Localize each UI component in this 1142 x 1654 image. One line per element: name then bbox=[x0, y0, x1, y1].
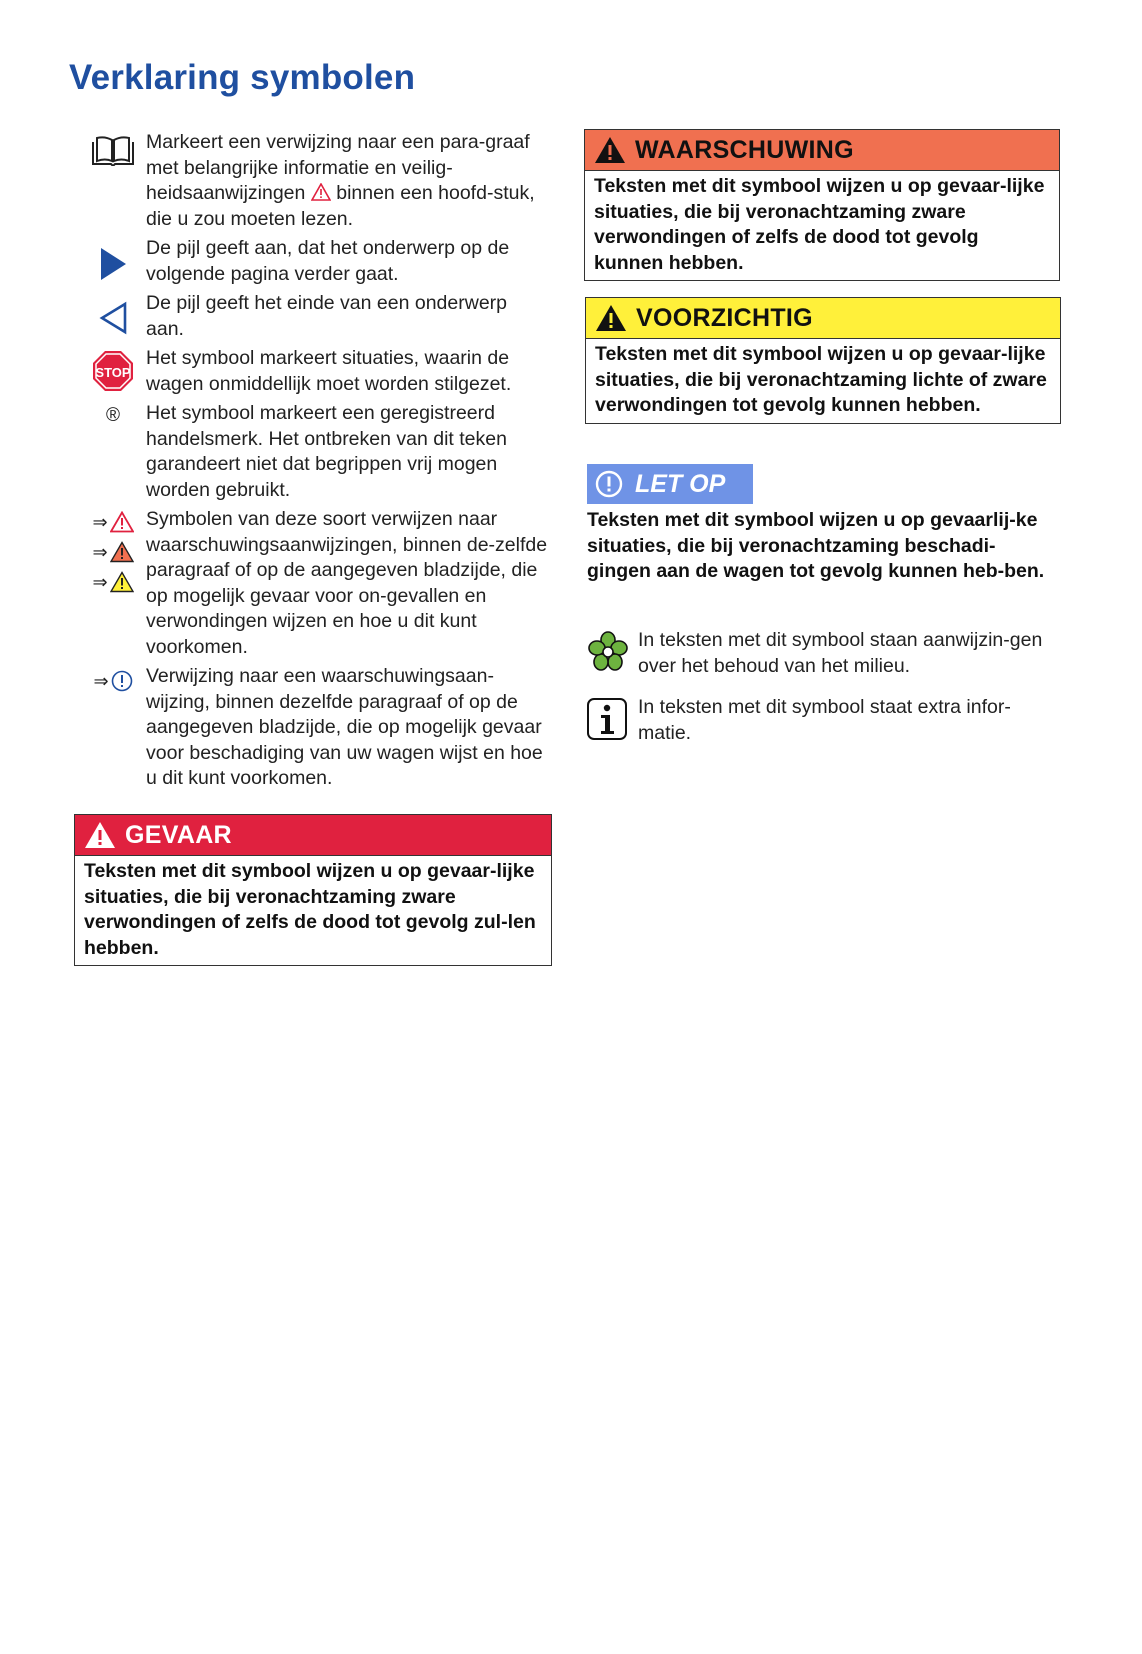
warning-box-body: Teksten met dit symbool wijzen u op gevaar-lijke situaties, die bij veronachtzaming zware verwondingen of zelfs de dood tot gevolg kunnen hebben. bbox=[594, 175, 1045, 274]
flower-icon bbox=[586, 628, 638, 679]
notice-body: Teksten met dit symbool wijzen u op gevaarlij-ke situaties, die bij veronachtzaming beschadi-gingen aan de wagen tot gevolg kunnen heb-ben. bbox=[587, 509, 1045, 582]
caution-box-title: VOORZICHTIG bbox=[636, 303, 813, 332]
symbol-text: De pijl geeft aan, dat het onderwerp op de volgende pagina verder gaat. bbox=[146, 237, 510, 285]
stop-sign-icon bbox=[80, 346, 146, 392]
warning-triangle-yellow-icon bbox=[110, 571, 134, 593]
registered-icon: ® bbox=[106, 405, 120, 426]
danger-box bbox=[74, 814, 552, 966]
arrow-left-outline-icon bbox=[80, 291, 146, 335]
warning-box-title: WAARSCHUWING bbox=[635, 135, 854, 164]
exclamation-circle-icon bbox=[595, 470, 623, 498]
environment-note bbox=[586, 628, 1056, 679]
warning-triangle-outline-icon bbox=[311, 183, 331, 201]
caution-box bbox=[585, 297, 1061, 424]
ref-warning: ⇒ bbox=[92, 539, 133, 565]
info-note bbox=[586, 695, 1056, 746]
warning-triangle-icon bbox=[593, 135, 627, 165]
page-title: Verklaring symbolen bbox=[69, 58, 416, 97]
warning-box bbox=[584, 129, 1060, 281]
danger-box-body: Teksten met dit symbool wijzen u op gevaar-lijke situaties, die bij veronachtzaming zware verwondingen of zelfs de dood tot gevolg zul-len hebben. bbox=[84, 860, 536, 959]
caution-box-body: Teksten met dit symbool wijzen u op gevaar-lijke situaties, die bij veronachtzaming lichte of zware verwondingen tot gevolg kunnen hebben. bbox=[595, 343, 1047, 416]
danger-box-header bbox=[75, 815, 551, 856]
info-text: In teksten met dit symbool staat extra infor-matie. bbox=[638, 696, 1011, 744]
symbol-row-registered bbox=[80, 401, 550, 503]
caution-box-header bbox=[586, 298, 1060, 339]
symbol-text: Het symbool markeert situaties, waarin de wagen onmiddellijk moet worden stilgezet. bbox=[146, 347, 512, 395]
symbol-row-caution-ref bbox=[80, 664, 550, 792]
symbol-row-book bbox=[80, 130, 550, 232]
book-icon bbox=[80, 130, 146, 166]
environment-text: In teksten met dit symbool staan aanwijzin-gen over het behoud van het milieu. bbox=[638, 629, 1043, 677]
ref-danger: ⇒ bbox=[92, 509, 133, 535]
warning-refs-icon bbox=[80, 507, 146, 595]
symbol-text: Verwijzing naar een waarschuwingsaan-wijzing, binnen dezelfde paragraaf of op de aangegeven bladzijde, die op mogelijk gevaar voor beschadiging van uw wagen wijst en hoe u dit kunt voorkomen. bbox=[146, 665, 543, 789]
symbol-text: De pijl geeft het einde van een onderwerp aan. bbox=[146, 292, 507, 340]
caution-ref-icon: ⇒ bbox=[80, 664, 146, 694]
notice-title: LET OP bbox=[635, 469, 726, 498]
exclamation-circle-icon bbox=[111, 670, 133, 692]
svg-text:STOP: STOP bbox=[95, 365, 131, 380]
warning-triangle-icon bbox=[594, 303, 628, 333]
warning-triangle-outline-icon bbox=[110, 511, 134, 533]
symbol-text: Symbolen van deze soort verwijzen naar waarschuwingsaanwijzingen, binnen de-zelfde paragraaf of op de aangegeven bladzijde, die op mogelijk gevaar voor on-gevallen en verwondingen wijzen en hoe u dit kunt voorkomen. bbox=[146, 508, 548, 658]
ref-caution: ⇒ bbox=[92, 569, 133, 595]
symbol-row-stop bbox=[80, 346, 550, 397]
info-icon bbox=[586, 695, 638, 746]
arrow-right-filled-icon bbox=[80, 236, 146, 282]
warning-triangle-icon bbox=[83, 820, 117, 850]
warning-box-header bbox=[585, 130, 1059, 171]
symbol-row-arrow-end bbox=[80, 291, 550, 342]
symbols-list bbox=[80, 130, 550, 796]
symbol-text: Het symbool markeert een geregistreerd handelsmerk. Het ontbreken van dit teken garandeert niet dat begrippen vrij mogen worden gebruikt. bbox=[146, 402, 507, 501]
danger-box-title: GEVAAR bbox=[125, 820, 232, 849]
symbol-row-arrow-next bbox=[80, 236, 550, 287]
warning-triangle-orange-icon bbox=[110, 541, 134, 563]
symbol-text: Markeert een verwijzing naar een para-graaf met belangrijke informatie en veilig-heidsaanwijzingen binnen een hoofd-stuk, die u zou moeten lezen. bbox=[146, 131, 535, 230]
notice-header bbox=[587, 464, 753, 504]
symbol-row-warning-refs bbox=[80, 507, 550, 660]
